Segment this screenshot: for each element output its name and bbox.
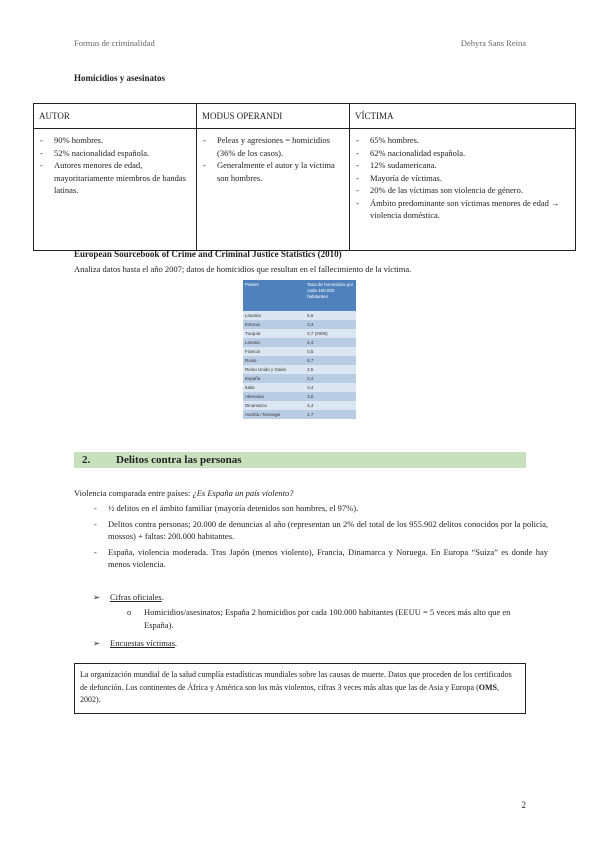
- table-row: [243, 401, 356, 410]
- stats-rate-cell: 2,4: [305, 374, 356, 383]
- arrow-bullet-icon: ➢: [93, 638, 101, 648]
- arrow-item-surveys: ➢ Encuestas víctimas.: [93, 638, 178, 648]
- header-right: Dehyra Sans Reina: [460, 38, 526, 48]
- stats-country-cell: España: [243, 374, 305, 383]
- stats-country-cell: Turquía: [243, 329, 305, 338]
- header-autor: AUTOR: [34, 104, 197, 129]
- profile-table: [33, 103, 576, 251]
- sub-item-homicides: [127, 606, 527, 631]
- table-row: [243, 410, 356, 419]
- source-description: Analiza datos hasta el año 2007; datos de homicidios que resultan en el fallecimiento de la víctima.: [74, 264, 412, 274]
- table-row: [243, 329, 356, 338]
- list-item: - Generalmente el autor y la víctima son hombres.: [217, 159, 343, 184]
- cell-victima: [350, 129, 576, 251]
- table-row: [243, 320, 356, 329]
- stats-country-cell: Lituania: [243, 311, 305, 320]
- stats-rate-cell: 1,7: [305, 410, 356, 419]
- table-row: [243, 311, 356, 320]
- cell-autor: [34, 129, 197, 251]
- victim-surveys-label: Encuestas víctimas: [110, 638, 175, 648]
- stats-col-country: Países: [243, 280, 305, 311]
- header-modus: MODUS OPERANDI: [197, 104, 350, 129]
- oms-box: [74, 663, 526, 714]
- list-item: - Delitos contra personas; 20.000 de denuncias al año (representan un 2% del total de los 955.902 delitos conocidos por la policía, mossos) + faltas: 200.000 habitantes.: [108, 518, 548, 543]
- section-number: 2.: [82, 454, 91, 466]
- bullet-list: [94, 502, 548, 574]
- stats-rate-cell: 3,0: [305, 392, 356, 401]
- section-2-title: Delitos contra las personas: [116, 454, 242, 466]
- table-row: [243, 374, 356, 383]
- oms-text: La organización mundial de la salud cumplía estadísticas mundiales sobre las causas de muerte. Datos que proceden de los certificados de defunción. Los continentes de África y América son los más violentos, cifras 3 veces más altas que las de Asia y Europa (: [80, 670, 512, 692]
- stats-rate-cell: 3,4: [305, 383, 356, 392]
- stats-country-cell: Reino Unido y Gales: [243, 365, 305, 374]
- stats-rate-cell: 2,5: [305, 365, 356, 374]
- arrow-item-official: ➢ Cifras oficiales.: [93, 592, 164, 602]
- stats-country-cell: Italia: [243, 383, 305, 392]
- stats-rate-cell: 3,3: [305, 320, 356, 329]
- homicide-stats-table: [243, 280, 356, 419]
- intro-question: ¿Es España un país violento?: [192, 488, 294, 498]
- stats-country-cell: Letonia: [243, 338, 305, 347]
- source-title: European Sourcebook of Crime and Criminal Justice Statistics (2010): [74, 249, 342, 259]
- table-row: [243, 347, 356, 356]
- list-item: - 20% de las víctimas son violencia de género.: [370, 184, 569, 197]
- table-row: [243, 392, 356, 401]
- header-left: Formas de criminalidad: [74, 38, 155, 48]
- oms-end: , 2002).: [80, 682, 500, 704]
- table-row: [243, 365, 356, 374]
- list-item: - 52% nacionalidad española.: [54, 147, 190, 160]
- stats-country-cell: Austria / Noruega: [243, 410, 305, 419]
- table-row: [243, 356, 356, 365]
- list-item: - Ámbito predominante son víctimas menores de edad → violencia doméstica.: [370, 197, 569, 222]
- oms-bold: OMS: [478, 682, 498, 692]
- stats-rate-cell: 5,6: [305, 311, 356, 320]
- stats-country-cell: Dinamarca: [243, 401, 305, 410]
- list-item: - 65% hombres.: [370, 134, 569, 147]
- section-2-heading: [74, 452, 526, 468]
- table-row: [243, 338, 356, 347]
- stats-rate-cell: 4,4: [305, 338, 356, 347]
- list-item: - Peleas y agresiones = homicidios (36% de los casos).: [217, 134, 343, 159]
- sub-item-text: Homicidios/asesinatos; España 2 homicidios por cada 100.000 habitantes (EEUU = 5 veces más alto que en España).: [144, 607, 511, 630]
- arrow-bullet-icon: ➢: [93, 592, 101, 602]
- stats-col-rate: Tasa de homicidios por cada 100.000 habitantes: [305, 280, 356, 311]
- stats-rate-cell: 0,5: [305, 347, 356, 356]
- stats-rate-cell: 4,4: [305, 401, 356, 410]
- intro-prefix: Violencia comparada entre países:: [74, 488, 193, 498]
- list-item: - 62% nacionalidad española.: [370, 147, 569, 160]
- list-item: - Mayoría de víctimas.: [370, 172, 569, 185]
- cell-modus: [197, 129, 350, 251]
- section-title: Homicidios y asesinatos: [74, 73, 166, 83]
- stats-country-cell: Francia: [243, 347, 305, 356]
- stats-rate-cell: 5,7: [305, 356, 356, 365]
- list-item: - 90% hombres.: [54, 134, 190, 147]
- stats-rate-cell: 2,7 (2005): [305, 329, 356, 338]
- page-number: 2: [521, 800, 526, 810]
- table-row: [243, 383, 356, 392]
- list-item: - España, violencia moderada. Tras Japón (menos violento), Francia, Dinamarca y Noruega. En Europa “Suiza” es donde hay menos violencia.: [108, 546, 548, 571]
- circle-bullet-icon: o: [127, 607, 132, 617]
- stats-country-cell: Estonia: [243, 320, 305, 329]
- list-item: - Autores menores de edad, mayoritariamente miembros de bandas latinas.: [54, 159, 190, 197]
- stats-country-cell: Alemania: [243, 392, 305, 401]
- list-item: - ½ delitos en el ámbito familiar (mayoría detenidos son hombres, el 97%).: [108, 502, 548, 515]
- intro-paragraph: [74, 488, 294, 498]
- stats-country-cell: Rusia: [243, 356, 305, 365]
- list-item: - 12% sudamericana.: [370, 159, 569, 172]
- official-figures-label: Cifras oficiales: [110, 592, 162, 602]
- header-victima: VÍCTIMA: [350, 104, 576, 129]
